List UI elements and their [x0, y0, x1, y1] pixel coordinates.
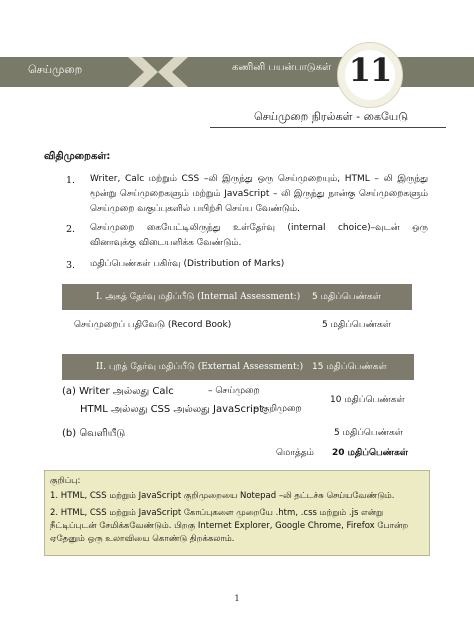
- page-number: 1: [234, 594, 240, 603]
- internal-assessment-heading: I. அகத் தேர்வு மதிப்பீடு (Internal Assessment:): [96, 292, 301, 302]
- html-css-js-type: – குறிமுறை: [254, 404, 302, 414]
- subtitle-divider: [210, 127, 446, 128]
- rule-text: Writer, Calc மற்றும் CSS –லி இருந்து ஒரு செய்முறையும், HTML – லி இருந்து மூன்று செய்முறைகளும் மற்றும் JavaScript – லி இருந்து நான்கு செய்முறைகளும் செய்முறை வகுப்புகளில் பயிற்சி செய்ய வேண்டும்.: [90, 174, 428, 214]
- chevron-decoration-icon: [128, 57, 188, 87]
- page-subtitle: செய்முறை நிரல்கள் - கையேடு: [254, 110, 409, 123]
- internal-assessment-marks: 5 மதிப்பெண்கள்: [312, 292, 381, 302]
- note-item: 2. HTML, CSS மற்றும் JavaScript கோப்புகளை முறையே .htm, .css மற்றும் .js என்று நீட்டிப்புடன் சேமிக்கவேண்டும். பிறகு Internet Explorer, Google Chrome, Firefox போன்ற ஏதேனும் ஒரு உலாவியை கொண்டு திறக்கலாம்.: [50, 508, 409, 544]
- section-label: செய்முறை: [28, 63, 83, 76]
- total-marks: 20 மதிப்பெண்கள்: [332, 448, 409, 458]
- rule-number: 3.: [66, 260, 76, 271]
- total-label: மொத்தம்: [276, 448, 314, 458]
- rule-number: 1.: [66, 175, 76, 186]
- book-title: கணினி பயன்பாடுகள்: [232, 62, 332, 73]
- rule-number: 2.: [66, 224, 76, 235]
- output-marks: 5 மதிப்பெண்கள்: [334, 428, 403, 438]
- external-assessment-marks: 15 மதிப்பெண்கள்: [312, 362, 387, 372]
- record-book-label: செய்முறைப் பதிவேடு (Record Book): [74, 320, 232, 330]
- html-css-js-label: HTML அல்லது CSS அல்லது JavaScript: [80, 404, 264, 415]
- external-assessment-heading: II. புறத் தேர்வு மதிப்பீடு (External Assessment:): [96, 362, 304, 372]
- record-book-marks: 5 மதிப்பெண்கள்: [322, 320, 391, 330]
- note-heading: குறிப்பு:: [50, 476, 81, 486]
- rules-heading: விதிமுறைகள்:: [44, 151, 111, 162]
- rule-text: செய்முறை கையேட்டிலிருந்து உள்தேர்வு (internal choice)–வுடன் ஒரு வினாவுக்கு விடையளிக்க வேண்டும்.: [90, 223, 428, 248]
- writer-calc-label: (a) Writer அல்லது Calc: [62, 386, 174, 397]
- practical-marks: 10 மதிப்பெண்கள்: [330, 395, 405, 405]
- writer-calc-type: – செய்முறை: [208, 386, 260, 396]
- note-item: 1. HTML, CSS மற்றும் JavaScript குறிமுறையை Notepad –லி தட்டச்சு செய்யவேண்டும்.: [50, 491, 395, 501]
- chapter-number: 11: [348, 51, 392, 89]
- rule-text: மதிப்பெண்கள் பகிர்வு (Distribution of Marks): [90, 259, 285, 269]
- output-label: (b) வெளியீடு: [62, 428, 126, 439]
